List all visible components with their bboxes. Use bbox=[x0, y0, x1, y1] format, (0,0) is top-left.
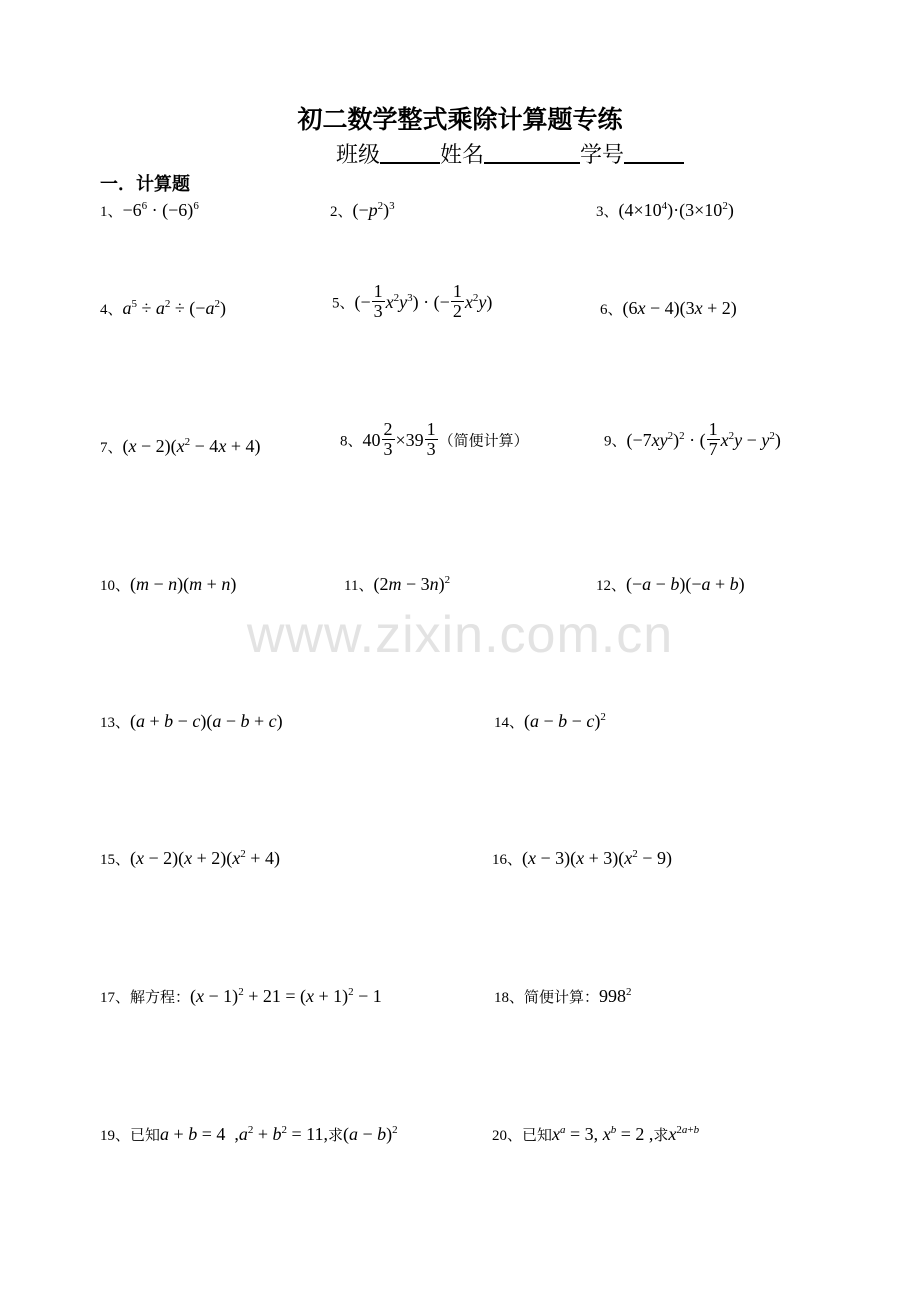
expression: 40 $\frac{2}{3}$ ×39 $\frac{1}{3}$ bbox=[362, 419, 436, 459]
problem-8: 8、40 $\frac{2}{3}$ ×39 $\frac{1}{3}$ （简便计算） bbox=[340, 419, 529, 459]
expression: (6x − 4)(3x + 2) bbox=[622, 298, 737, 318]
class-label: 班级 bbox=[336, 143, 381, 168]
problem-9: 9、$(-7xy^2)^2$ · ( $\frac{1}{7}$ $x^2y - y^2$) bbox=[604, 419, 781, 459]
expression: $(x - 2)(x^2 - 4x + 4)$ bbox=[122, 436, 261, 456]
student-info-line bbox=[336, 138, 684, 169]
problem-18: 18、简便计算：$998^2$ bbox=[494, 986, 632, 1006]
expression: $(a - b - c)^2$ bbox=[524, 711, 606, 731]
problem-19: 19、已知a + b = 4 $,a^2 + b^2 = 11$,求$(a - b)^2$ bbox=[100, 1124, 398, 1144]
name-label: 姓名 bbox=[440, 143, 485, 168]
expression: $998^2$ bbox=[599, 986, 632, 1006]
problem-6: 6、(6x − 4)(3x + 2) bbox=[600, 298, 737, 318]
class-blank[interactable] bbox=[380, 140, 440, 164]
problem-7: 7、$(x - 2)(x^2 - 4x + 4)$ bbox=[100, 436, 261, 456]
id-blank[interactable] bbox=[624, 140, 684, 164]
expression: (a + b − c)(a − b + c) bbox=[130, 711, 283, 731]
problem-15: 15、$(x - 2)(x + 2)(x^2 + 4)$ bbox=[100, 848, 280, 868]
expression: $(4\times 10^4)\cdot(3\times 10^2)$ bbox=[618, 200, 734, 220]
expression: $a^5 \div a^2 \div (-a^2)$ bbox=[122, 298, 226, 318]
expression: $(2m - 3n)^2$ bbox=[373, 574, 451, 594]
expression: $(x - 2)(x + 2)(x^2 + 4)$ bbox=[130, 848, 280, 868]
watermark: www.zixin.com.cn bbox=[246, 606, 674, 664]
problem-1: 1、$-6^6 \cdot (-6)^6$ bbox=[100, 200, 199, 220]
problem-17: 17、解方程：$(x - 1)^2 + 21 = (x + 1)^2 - 1$ bbox=[100, 986, 382, 1006]
problem-10: 10、(m − n)(m + n) bbox=[100, 574, 237, 594]
section-heading: 一．计算题 bbox=[100, 174, 190, 195]
expression: (m − n)(m + n) bbox=[130, 574, 237, 594]
problem-3: 3、$(4\times 10^4)\cdot(3\times 10^2)$ bbox=[596, 200, 734, 220]
expression: a + b = 4 $,a^2 + b^2 = 11$, bbox=[160, 1124, 328, 1144]
problem-2: 2、$(-p^2)^3$ bbox=[330, 200, 395, 220]
expression: (− $\frac{1}{3}$ $x^2y^3$) · (− $\frac{1}{2}$ $x^2y$) bbox=[354, 281, 493, 321]
problem-20: 20、已知$x^a = 3$, $x^b = 2$ ,求$x^{2a+b}$ bbox=[492, 1124, 700, 1144]
name-blank[interactable] bbox=[484, 140, 580, 164]
page-title: 初二数学整式乘除计算题专练 bbox=[297, 105, 623, 134]
problem-12: 12、(−a − b)(−a + b) bbox=[596, 574, 745, 594]
expression: $(-7xy^2)^2$ · ( $\frac{1}{7}$ $x^2y - y^2$) bbox=[626, 419, 781, 459]
expression: (−a − b)(−a + b) bbox=[626, 574, 745, 594]
expression: $(x - 1)^2 + 21 = (x + 1)^2 - 1$ bbox=[190, 986, 382, 1006]
expression: $x^a = 3$, $x^b = 2$ , bbox=[552, 1124, 654, 1144]
problem-note: （简便计算） bbox=[438, 431, 529, 450]
id-label: 学号 bbox=[580, 143, 625, 168]
problem-11: 11、$(2m - 3n)^2$ bbox=[344, 574, 451, 594]
expression: $(-p^2)^3$ bbox=[352, 200, 395, 220]
problem-5: 5、(− $\frac{1}{3}$ $x^2y^3$) · (− $\frac{1}{2}$ $x^2y$) bbox=[332, 281, 493, 321]
problem-14: 14、$(a - b - c)^2$ bbox=[494, 711, 606, 731]
expression: $-6^6 \cdot (-6)^6$ bbox=[122, 200, 199, 220]
expression: $(x - 3)(x + 3)(x^2 - 9)$ bbox=[522, 848, 672, 868]
problem-4: 4、$a^5 \div a^2 \div (-a^2)$ bbox=[100, 298, 226, 318]
problem-13: 13、(a + b − c)(a − b + c) bbox=[100, 711, 283, 731]
problem-16: 16、$(x - 3)(x + 3)(x^2 - 9)$ bbox=[492, 848, 672, 868]
